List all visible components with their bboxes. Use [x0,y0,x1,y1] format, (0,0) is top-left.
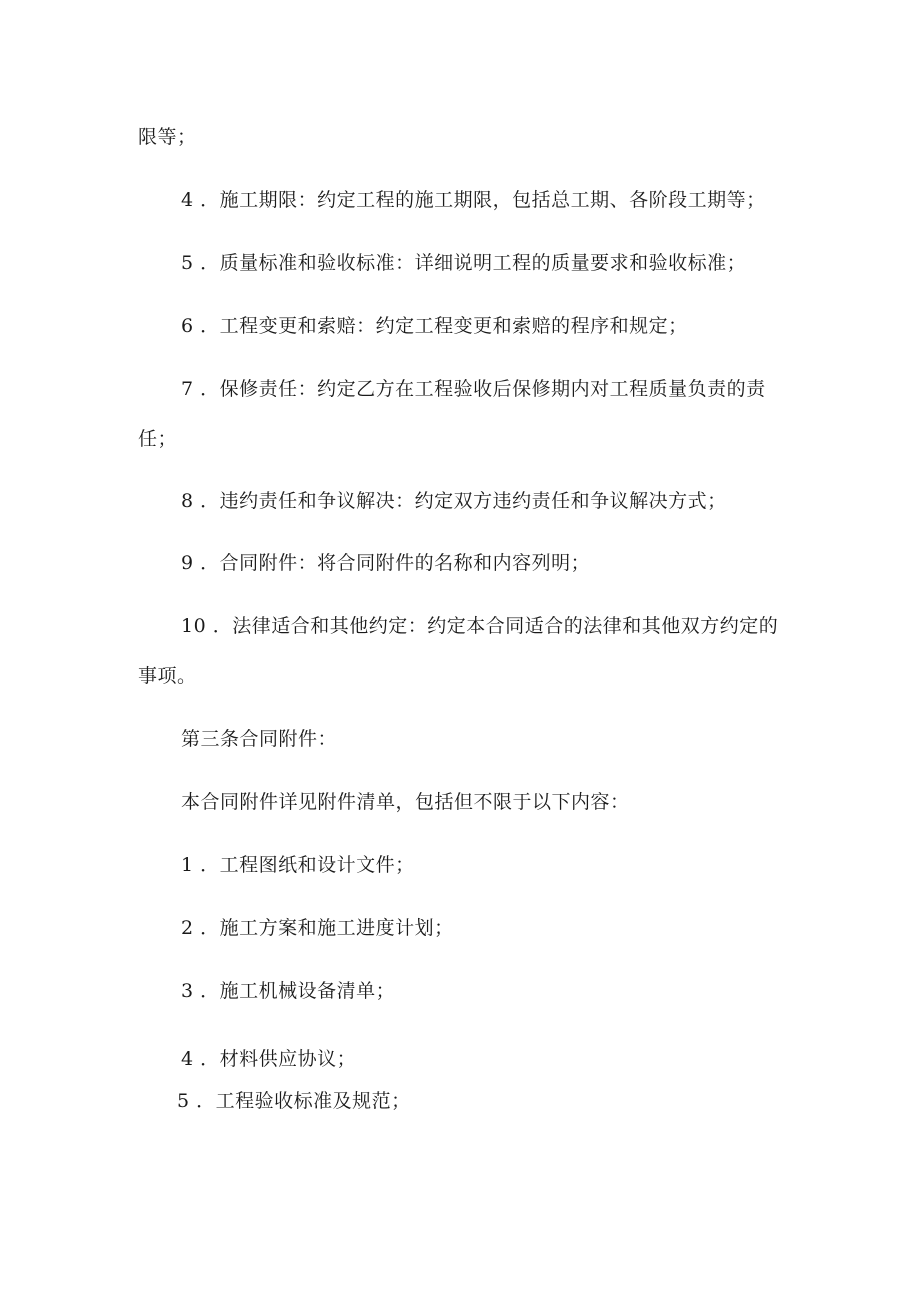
paragraph-line: 6 ．工程变更和索赔：约定工程变更和索赔的程序和规定； [181,315,688,337]
section-heading: 第三条合同附件： [181,728,338,750]
paragraph-line: 7 ．保修责任：约定乙方在工程验收后保修期内对工程质量负责的责 [181,378,766,400]
paragraph-line: 本合同附件详见附件清单，包括但不限于以下内容： [181,791,630,813]
paragraph-line: 4 ．施工期限：约定工程的施工期限，包括总工期、各阶段工期等； [181,189,766,211]
list-item: 3 ．施工机械设备清单； [181,980,396,1002]
paragraph-line: 8 ．违约责任和争议解决：约定双方违约责任和争议解决方式； [181,490,727,512]
list-item: 4 ．材料供应协议； [181,1048,357,1070]
list-item: 1 ．工程图纸和设计文件； [181,854,415,876]
paragraph-line: 5 ．质量标准和验收标准：详细说明工程的质量要求和验收标准； [181,252,747,274]
paragraph-line: 事项。 [138,665,197,687]
paragraph-line: 10 ．法律适合和其他约定：约定本合同适合的法律和其他双方约定的 [181,615,779,637]
list-item: 5 ．工程验收标准及规范； [177,1090,411,1112]
paragraph-line: 限等； [138,126,197,148]
paragraph-line: 任； [138,428,178,450]
paragraph-line: 9 ．合同附件：将合同附件的名称和内容列明； [181,552,591,574]
list-item: 2 ．施工方案和施工进度计划； [181,917,454,939]
